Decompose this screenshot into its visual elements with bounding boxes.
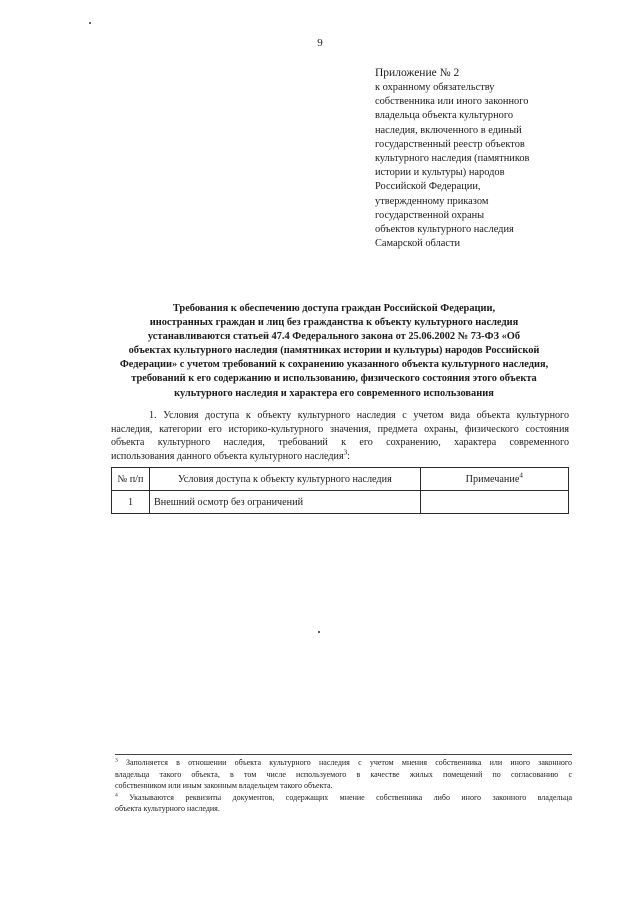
heading-line: устанавливаются статьей 47.4 Федерального закона от 25.06.2002 № 73-ФЗ «Об: [147, 331, 521, 343]
heading-line: культурного наследия и характера его современного использования: [174, 387, 494, 399]
paragraph-line-text: использования данного объекта культурного наследия: [111, 450, 344, 462]
appendix-line: Российской Федерации,: [375, 181, 481, 193]
heading-line: объектах культурного наследия (памятниках истории и культуры) народов Российской: [128, 345, 540, 357]
appendix-line: государственный реестр объектов: [375, 138, 525, 150]
access-conditions-paragraph: [111, 409, 569, 463]
header-number: № п/п: [112, 468, 150, 491]
document-heading: [95, 302, 573, 401]
footnote-3-line: владельца такого объекта, в том числе используемого в качестве жилых помещений по согласованию с: [115, 769, 572, 779]
scan-speck: [89, 22, 91, 24]
paragraph-line: [111, 450, 569, 464]
heading-line: Федерации» с учетом требований к сохранению указанного объекта культурного наследия,: [119, 359, 549, 371]
scan-speck: [318, 631, 320, 633]
access-conditions-table: [111, 467, 569, 514]
row-number: 1: [112, 491, 150, 514]
footnote-3-line: [115, 757, 572, 769]
footnote-4-line: [115, 792, 572, 804]
header-note: [420, 468, 568, 491]
footnotes: [115, 757, 572, 815]
appendix-line: собственника или иного законного: [375, 96, 529, 108]
appendix-line: государственной охраны: [375, 209, 485, 221]
footnote-4-line: объекта культурного наследия.: [115, 804, 220, 814]
footnote-mark: 3: [115, 757, 118, 764]
table-row: [112, 491, 569, 514]
paragraph-line: наследия, категории его историко-культурного значения, предмета охраны, физического состояния: [111, 423, 569, 435]
appendix-line: к охранному обязательству: [375, 82, 495, 93]
footnote-mark: 4: [115, 792, 118, 799]
heading-line: требований к его содержанию и использованию, физического состояния этого объекта: [131, 373, 537, 385]
footnote-ref: 3: [343, 448, 348, 457]
footnote-3-line: собственником или иным законным владельцем такого объекта.: [115, 781, 333, 791]
header-note-text: Примечание: [465, 473, 520, 485]
appendix-line: Самарской области: [375, 238, 461, 250]
page-number: 9: [317, 37, 323, 49]
heading-line: иностранных граждан и лиц без гражданства к объекту культурного наследия: [149, 317, 519, 329]
appendix-line: владельца объекта культурного: [375, 110, 514, 122]
appendix-block: [375, 66, 605, 251]
footnote-text: Заполняется в отношении объекта культурного наследия с учетом мнения собственника или иного законного: [126, 758, 573, 767]
appendix-line: объектов культурного наследия: [375, 224, 514, 236]
footnote-divider: [115, 754, 572, 755]
appendix-line: наследия, включенного в единый: [375, 124, 522, 136]
footnote-text: Указываются реквизиты документов, содержащих мнение собственника либо иного законного владельца: [129, 792, 572, 802]
paragraph-line-tail: :: [347, 450, 350, 462]
header-condition: Условия доступа к объекту культурного наследия: [149, 468, 420, 491]
paragraph-line: объекта культурного наследия, требований к его сохранению, характера современного: [111, 437, 569, 449]
appendix-line: культурного наследия (памятников: [375, 153, 530, 165]
appendix-line: истории и культуры) народов: [375, 167, 505, 179]
footnote-ref: 4: [519, 471, 523, 480]
heading-line: Требования к обеспечению доступа граждан Российской Федерации,: [172, 303, 496, 314]
row-note: [420, 491, 568, 514]
table-header-row: [112, 468, 569, 491]
paragraph-line: 1. Условия доступа к объекту культурного наследия с учетом вида объекта культурного: [149, 410, 569, 421]
appendix-line: утвержденному приказом: [375, 195, 489, 207]
appendix-title: Приложение № 2: [375, 67, 460, 79]
row-condition: Внешний осмотр без ограничений: [149, 491, 420, 514]
